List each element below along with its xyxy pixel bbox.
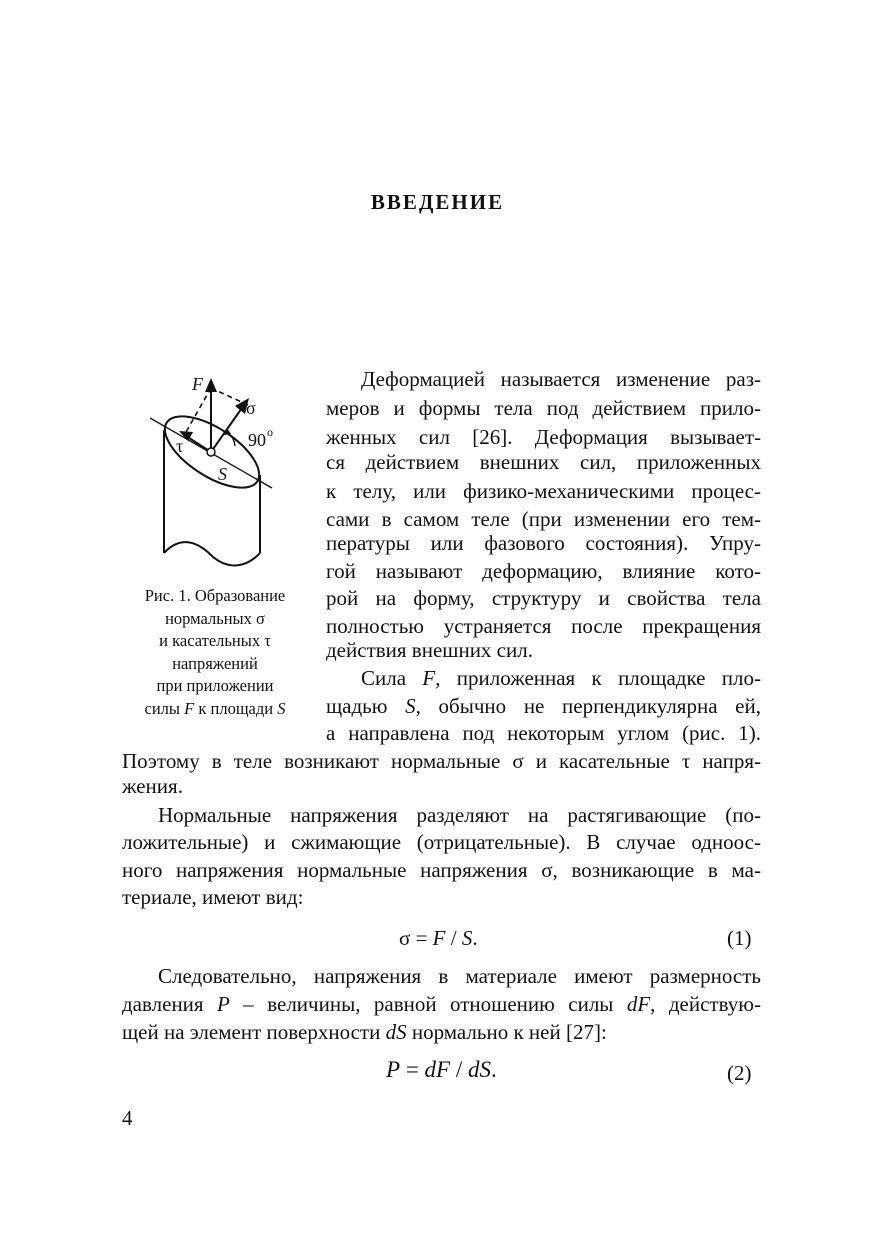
text-line: давления P – величины, равной отношению силы dF, действую- xyxy=(122,992,761,1016)
text-line: щей на элемент поверхности dS нормально к ней [27]: xyxy=(122,1020,607,1044)
caption-line: силы F к площади S xyxy=(144,698,286,718)
text-line: жения. xyxy=(122,774,183,798)
equation-2: P = dF / dS. xyxy=(386,1057,497,1082)
cylinder-break xyxy=(164,542,260,565)
text-line: Следовательно, напряжения в материале имеют размерность xyxy=(158,964,761,988)
text-line: щадью S, обычно не перпендикулярна ей, xyxy=(326,694,761,718)
text-line: женных сил [26]. Деформация вызывает- xyxy=(326,425,761,449)
caption-line: напряжений xyxy=(172,653,258,673)
text-line: териале, имеют вид: xyxy=(122,885,304,909)
origin-point xyxy=(207,448,215,456)
label-S: S xyxy=(218,464,227,484)
text-line: Деформацией называется изменение раз- xyxy=(361,367,761,391)
text-line: Поэтому в теле возникают нормальные σ и касательные τ напря- xyxy=(122,749,761,773)
label-sigma: σ xyxy=(246,398,256,418)
figure-cylinder-stress xyxy=(150,370,290,570)
text-line: рой на форму, структуру и свойства тела xyxy=(326,586,761,610)
text-line: гой называют деформацию, влияние кото- xyxy=(326,559,761,583)
label-F: F xyxy=(192,374,203,394)
caption-line: нормальных σ xyxy=(165,608,265,628)
equation-2-number: (2) xyxy=(727,1061,752,1085)
text-line: Сила F, приложенная к площадке пло- xyxy=(361,666,761,690)
caption-line: Рис. 1. Образование xyxy=(144,586,286,605)
text-line: полностью устраняется после прекращения xyxy=(326,614,761,638)
text-line: ного напряжения нормальные напряжения σ, возникающие в ма- xyxy=(122,858,761,882)
text-line: действия внешних сил. xyxy=(326,638,533,662)
dashed-tau-component xyxy=(186,388,211,432)
text-line: к телу, или физико-механическими процес- xyxy=(326,479,761,503)
sigma-arrow xyxy=(211,405,244,452)
equation-1: σ = F / S. xyxy=(399,926,478,950)
text-line: ложительные) и сжимающие (отрицательные). В случае одноос- xyxy=(122,830,761,854)
page-heading: ВВЕДЕНИЕ xyxy=(370,190,505,214)
text-line: Нормальные напряжения разделяют на растягивающие (по- xyxy=(158,803,761,827)
page-number: 4 xyxy=(122,1106,133,1130)
caption-line: и касательных τ xyxy=(159,631,271,650)
label-angle: 90 xyxy=(248,430,266,450)
force-arrowhead xyxy=(205,378,217,392)
figure-caption xyxy=(120,585,310,720)
label-degree: o xyxy=(267,425,273,439)
label-tau: τ xyxy=(176,436,184,456)
text-line: ся действием внешних сил, приложенных xyxy=(326,450,761,474)
caption-line: при приложении xyxy=(156,676,274,695)
text-line: пературы или фазового состояния). Упру- xyxy=(326,531,761,555)
equation-1-number: (1) xyxy=(727,926,752,950)
text-line: а направлена под некоторым углом (рис. 1). xyxy=(326,721,761,745)
text-line: меров и формы тела под действием прило- xyxy=(326,396,761,420)
text-line: сами в самом теле (при изменении его тем- xyxy=(326,507,761,531)
